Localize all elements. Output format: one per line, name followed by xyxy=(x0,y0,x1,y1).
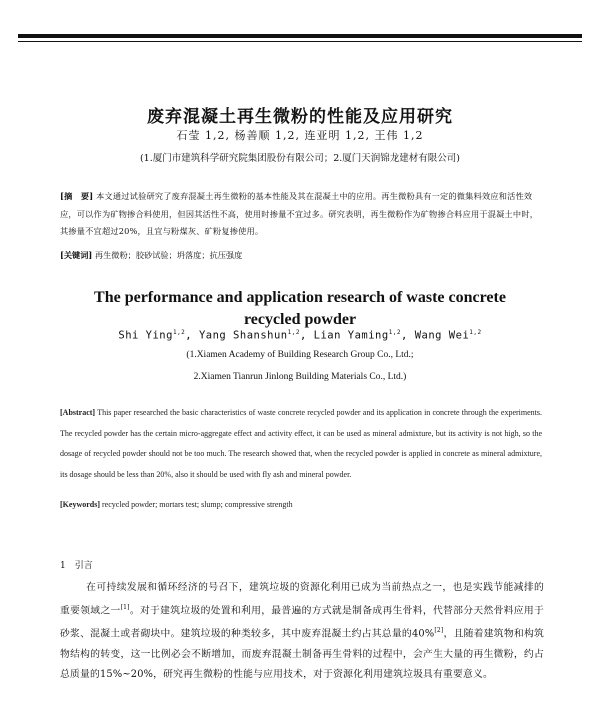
author-name: Lian Yaming xyxy=(313,329,389,342)
chinese-affiliation: (1.厦门市建筑科学研究院集团股份有限公司；2.厦门天润锦龙建材有限公司) xyxy=(139,153,461,164)
english-title xyxy=(0,287,600,331)
author-name: Wang Wei xyxy=(414,329,470,342)
english-affiliation-2: 2.Xiamen Tianrun Jinlong Building Materials Co., Ltd.) xyxy=(193,372,407,382)
english-abstract-label: [Abstract] xyxy=(60,408,96,417)
header-rule-thin xyxy=(18,41,582,42)
english-keywords xyxy=(60,500,542,509)
chinese-keywords-text: 再生微粉；胶砂试验；坍落度；抗压强度 xyxy=(94,250,243,260)
chinese-keywords xyxy=(60,250,542,261)
chinese-abstract-label: [摘 要] xyxy=(60,191,94,201)
paragraph-part-1: 在可持续发展和循环经济的号召下，建筑垃圾的资源化利用已成为当前热点之一，也是实践节能减排的重要领域之一 xyxy=(60,582,544,617)
chinese-abstract xyxy=(60,188,542,241)
header-rule-thick xyxy=(18,34,582,38)
chinese-abstract-text: 本文通过试验研究了废弃混凝土再生微粉的基本性能及其在混凝土中的应用。再生微粉具有一定的微集料效应和活性效应，可以作为矿物掺合料使用，但因其活性不高，使用时掺量不宜过多。研究表明，再生微粉作为矿物掺合料应用于混凝土中时，其掺量不宜超过20%，且宜与粉煤灰、矿粉复掺使用。 xyxy=(60,191,539,236)
author-sup: 1,2 xyxy=(172,329,186,336)
english-abstract xyxy=(60,403,542,485)
citation-ref-2: [2] xyxy=(434,627,444,635)
author-sup: 1,2 xyxy=(469,329,482,336)
english-affiliation-1: (1.Xiamen Academy of Building Research Group Co., Ltd.; xyxy=(186,350,414,360)
english-authors: Shi Ying$^{1,2}$, Yang Shanshun$^{1,2}$, Lian Yaming$^{1,2}$, Wang Wei$^{1,2}$ xyxy=(118,329,482,342)
english-title-line2: recycled powder xyxy=(243,311,357,328)
author-sup: 1,2 xyxy=(388,329,402,336)
chinese-title: 废弃混凝土再生微粉的性能及应用研究 xyxy=(147,107,453,127)
paragraph-part-3: ，且随着建筑物和构筑物结构的转变，这一比例必会不断增加，而废弃混凝土制备再生骨料的过程中，会产生大量的再生微粉，约占总质量的15%~20%，研究再生微粉的性能与应用技术，对于资源化利用建筑垃圾具有重要意义。 xyxy=(60,628,545,680)
chinese-authors: 石莹 1,2, 杨善顺 1,2, 连亚明 1,2, 王伟 1,2 xyxy=(176,129,424,142)
author-name: Shi Ying xyxy=(118,329,173,342)
section-title: 1 引言 xyxy=(60,561,93,571)
english-keywords-label: [Keywords] xyxy=(60,500,100,509)
author-name: Yang Shanshun xyxy=(198,329,288,342)
author-sup: 1,2 xyxy=(287,329,300,336)
citation-ref-1: [1] xyxy=(120,604,130,611)
paragraph-part-2: 。对于建筑垃圾的处置和利用，最普遍的方式就是制备成再生骨料，代替部分天然骨料应用于砂浆、混凝土或者砌块中。建筑垃圾的种类较多，其中废弃混凝土约占其总量的40% xyxy=(60,605,544,640)
english-abstract-text: This paper researched the basic characteristics of waste concrete recycled powder and its application in concrete through the experiments. The recycled powder has the certain micro-aggregate effect and activity effect, it can be used as mineral admixture, but its activity is not high, so the dosage of recycled powder should not be too much. The research showed that, when the recycled powder is applied in concrete as mineral admixture, its dosage should be less than 20%, also it should be used with fly ash and mineral powder. xyxy=(60,408,542,479)
english-keywords-text: recycled powder; mortars test; slump; compressive strength xyxy=(102,500,293,509)
introduction-paragraph xyxy=(60,578,544,685)
english-title-line1: The performance and application research of waste concrete xyxy=(94,289,506,306)
chinese-keywords-label: [关键词] xyxy=(60,250,93,260)
